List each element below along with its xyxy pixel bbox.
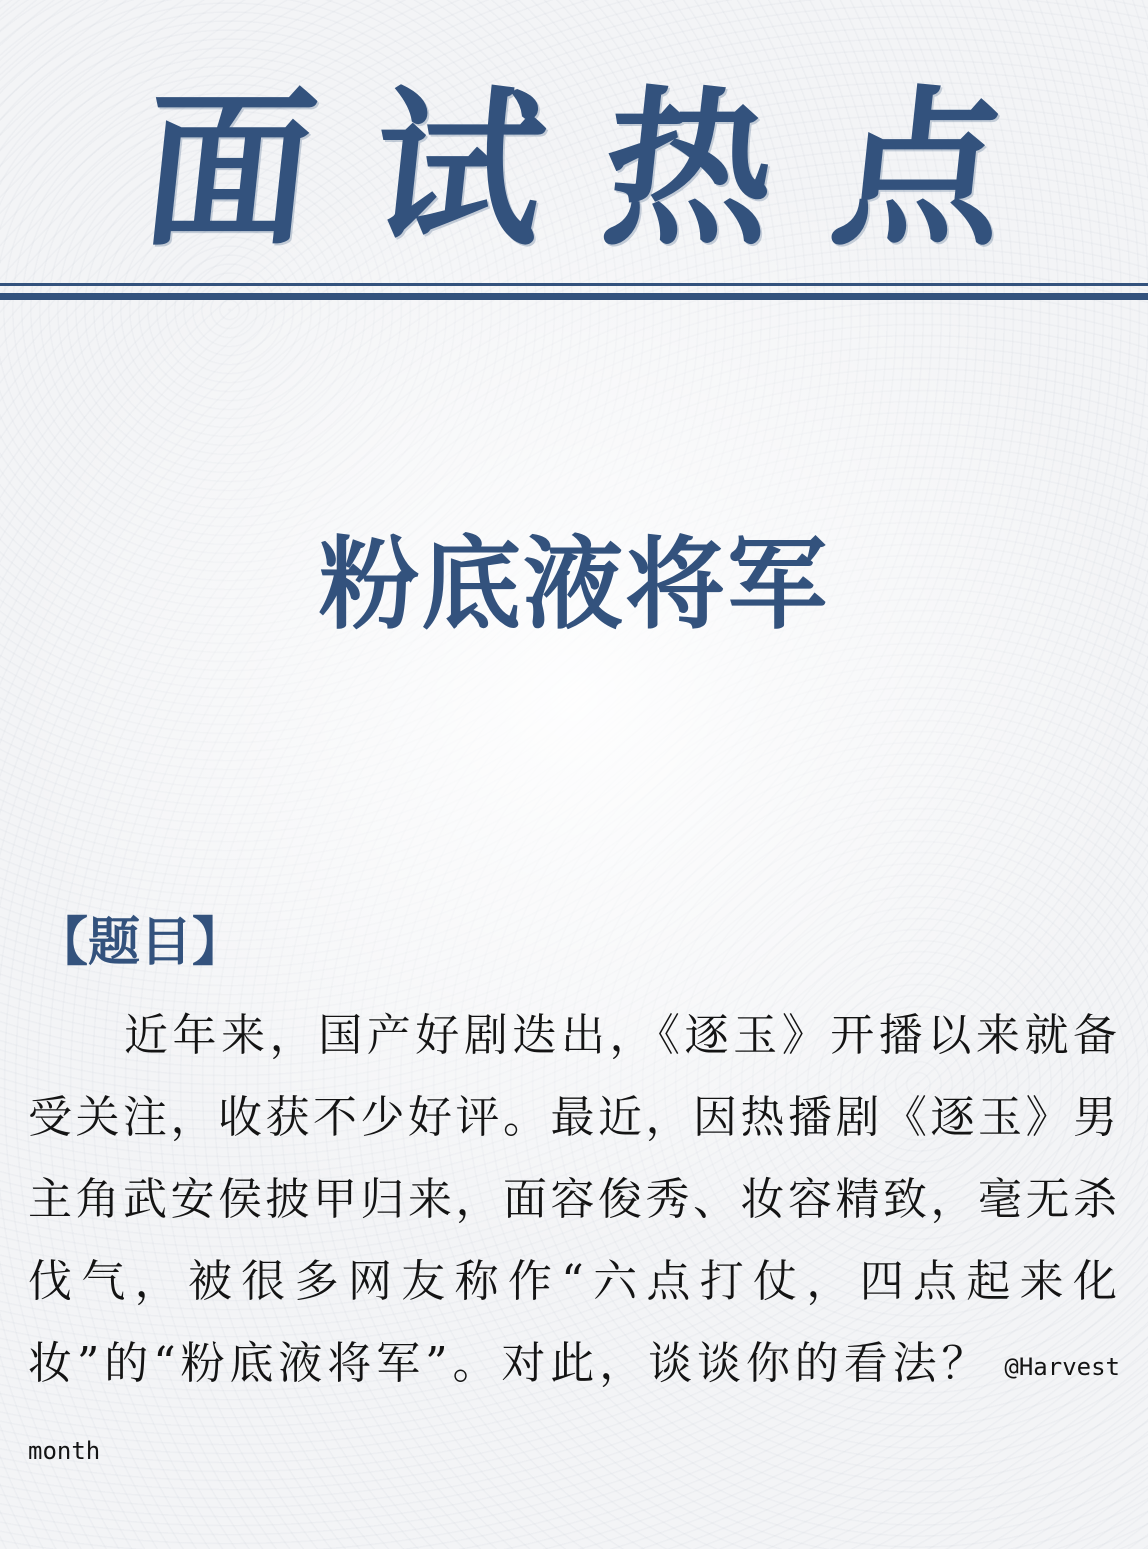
topic-title: 粉底液将军 (319, 526, 829, 643)
header-divider-thick (0, 293, 1148, 300)
question-paragraph (28, 995, 1120, 1492)
header-title-char-2: 试 (363, 70, 555, 270)
header-title-char-1: 面 (133, 70, 325, 270)
author-watermark: @Harvest month (28, 1352, 1120, 1465)
question-body-text: 近年来，国产好剧迭出，《逐玉》开播以来就备受关注，收获不少好评。最近，因热播剧《逐玉》男主角武安侯披甲归来，面容俊秀、妆容精致，毫无杀伐气，被很多网友称作“六点打仗，四点起来化妆”的“粉底液将军”。对此，谈谈你的看法？ (28, 1010, 1120, 1389)
question-label: 【题目】 (36, 913, 245, 973)
header-title-char-3: 热 (593, 70, 785, 270)
header-divider-thin (0, 283, 1148, 286)
header-title-char-4: 点 (823, 70, 1015, 270)
header-title (0, 60, 1148, 280)
